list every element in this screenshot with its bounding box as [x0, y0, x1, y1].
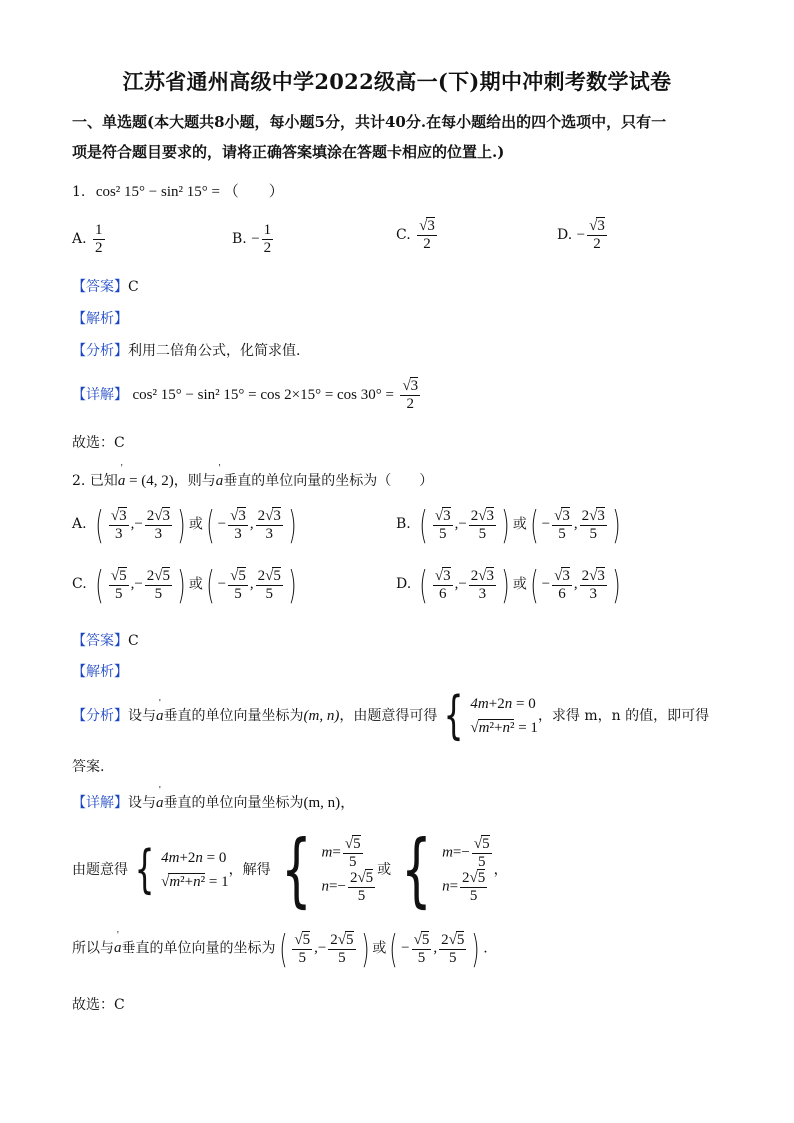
q1-detail-tag: 【详解】 — [72, 387, 128, 403]
q1-option-a[interactable] — [72, 222, 107, 256]
q2-fenxi-tag: 【分析】 — [72, 708, 128, 724]
section-header-line1: 一、单选题(本大题共8小题，每小题5分，共计40分.在每小题给出的四个选项中，只有一 — [72, 113, 667, 131]
q2-option-d-or: 或 — [512, 576, 527, 593]
q1-option-a-value: $\frac{1}{2}$ — [95, 222, 103, 256]
q2-stem-end: 垂直的单位向量的坐标为（ ） — [223, 473, 434, 489]
q1-choose: 故选：C — [72, 435, 125, 451]
q1-fenxi-tag: 【分析】 — [72, 343, 128, 359]
q1-stem-text: cos² 15° − sin² 15° = （ ） — [95, 184, 284, 200]
q2-fenxi-pre: 设与 — [128, 708, 156, 724]
q1-answer-value: C — [128, 279, 139, 295]
q1-option-c-value: $\frac{√3}{2}$ — [419, 218, 435, 252]
q2-detail-or: 或 — [377, 862, 392, 878]
q2-stem: 2. 已知' a = (4, 2)，则与' a垂直的单位向量的坐标为（ ） — [72, 470, 433, 490]
q2-answer-tag: 【答案】 — [72, 633, 128, 649]
q2-fenxi-post: ，求得 m，n 的值，即可得 — [537, 708, 710, 724]
q2-choose: 故选：C — [72, 997, 125, 1013]
q1-number: 1. — [72, 184, 86, 200]
q2-fenxi-line2: 答案. — [72, 759, 105, 775]
q2-option-b-label: B. — [396, 516, 411, 533]
q2-detail-line2: 由题意得 { 4m+2n = 0 √m²+n² = 1 ，解得 { m= $\frac{√5}{5}$ n=− $\frac{2√5}{5}$ 或 { m=− $\frac{√5}{5}$ n= $\frac{2√5}{5}$ ， — [72, 823, 508, 916]
q2-detail-line3-or: 或 — [372, 940, 387, 957]
q2-detail-line1: 【详解】设与' a垂直的单位向量坐标为(m, n)， — [72, 791, 355, 812]
q2-detail-tag: 【详解】 — [72, 795, 128, 811]
q2-option-d-value: ( $\frac{√3}{6}$ ,− $\frac{2√3}{3}$ ) — [419, 563, 510, 607]
q1-detail — [72, 378, 422, 412]
q2-analysis-tag: 【解析】 — [72, 664, 128, 680]
page-title: 江苏省通州高级中学2022级高一(下)期中冲刺考数学试卷 — [122, 69, 672, 94]
q2-fenxi-mid: 垂直的单位向量坐标为 — [163, 708, 304, 724]
q2-fenxi: 【分析】设与' a垂直的单位向量坐标为(m, n)，由题意得可得 { 4m+2n = 0 √m²+n² = 1 ，求得 m，n 的值，即可得 — [72, 690, 709, 742]
q1-analysis-tag: 【解析】 — [72, 311, 128, 327]
q2-option-c-value: ( $\frac{√5}{5}$ ,− $\frac{2√5}{5}$ ) — [95, 563, 186, 607]
q2-stem-eq: = (4, 2) — [125, 473, 174, 489]
q2-detail-result: ( $\frac{√5}{5}$ ,− $\frac{2√5}{5}$ ) — [278, 927, 370, 971]
q1-detail-result: $\frac{√3}{2}$ — [402, 378, 419, 412]
q2-detail-line1-mid: 垂直的单位向量坐标为 — [163, 795, 304, 811]
q2-option-b-value: ( $\frac{√3}{5}$ ,− $\frac{2√3}{5}$ ) — [419, 503, 510, 547]
q1-option-d[interactable]: D. − $\frac{√3}{2}$ — [557, 218, 605, 252]
q2-detail-system: 4m+2n = 0 √m²+n² = 1 — [161, 850, 229, 890]
q2-option-c-label: C. — [72, 576, 87, 593]
q2-detail-line1-pre: 设与 — [128, 795, 156, 811]
q1-option-b[interactable]: B. − $\frac{1}{2}$ — [232, 222, 272, 256]
q1-option-a-label: A. — [72, 231, 87, 247]
q2-fenxi-system: 4m+2n = 0 √m²+n² = 1 — [470, 696, 538, 736]
q2-detail-line3-mid: 垂直的单位向量的坐标为 — [121, 940, 276, 957]
q2-number: 2. — [72, 473, 86, 489]
q2-detail-line1-end: (m, n)， — [303, 795, 356, 811]
q2-detail-solution-2: m=− $\frac{√5}{5}$ n= $\frac{2√5}{5}$ — [442, 836, 490, 904]
q2-option-d[interactable]: D. ( $\frac{√3}{6}$ ,− $\frac{2√3}{3}$ ) 或( − $\frac{√3}{6}$ , $\frac{2√3}{3}$ ) — [396, 563, 621, 607]
q2-option-b[interactable]: B. ( $\frac{√3}{5}$ ,− $\frac{2√3}{5}$ ) 或( − $\frac{√3}{5}$ , $\frac{2√3}{5}$ ) — [396, 503, 621, 547]
q1-answer — [72, 276, 139, 296]
q2-option-a-value: ( $\frac{√3}{3}$ ,− $\frac{2√3}{3}$ ) — [95, 503, 186, 547]
q2-stem-pre: 已知 — [89, 473, 118, 489]
q2-fenxi-mn: (m, n) — [303, 708, 340, 724]
q2-detail-line2-end: ， — [493, 862, 508, 878]
q2-detail-line2-mid: ，解得 — [228, 862, 271, 878]
q1-fenxi — [72, 340, 300, 360]
q2-option-a-label: A. — [72, 516, 87, 533]
q2-fenxi-mid2: ，由题意得可得 — [339, 708, 438, 724]
q1-option-b-value: $\frac{1}{2}$ — [263, 222, 272, 256]
section-header-line2: 项是符合题目要求的，请将正确答案填涂在答题卡相应的位置上.) — [72, 143, 505, 161]
q2-stem-post: ，则与 — [173, 473, 216, 489]
q2-option-b-or: 或 — [512, 516, 527, 533]
q1-option-b-label: B. — [232, 231, 247, 247]
q2-detail-line3-pre: 所以与 — [72, 940, 114, 957]
q2-answer-value: C — [128, 633, 139, 649]
q2-vector-a: ' a — [118, 473, 126, 490]
q2-option-c[interactable]: C. ( $\frac{√5}{5}$ ,− $\frac{2√5}{5}$ ) 或( − $\frac{√5}{5}$ , $\frac{2√5}{5}$ ) — [72, 563, 297, 607]
q1-option-c[interactable] — [396, 218, 439, 252]
q1-option-d-value: $\frac{√3}{2}$ — [589, 218, 605, 252]
q2-answer — [72, 630, 139, 650]
q2-detail-line2-pre: 由题意得 — [72, 862, 128, 878]
q1-detail-text: cos² 15° − sin² 15° = cos 2×15° = cos 30° = — [132, 387, 394, 403]
q2-option-a-or: 或 — [188, 516, 203, 533]
q2-detail-line3-end: . — [483, 940, 488, 957]
q2-detail-solution-1: m= $\frac{√5}{5}$ n=− $\frac{2√5}{5}$ — [321, 836, 374, 904]
q2-detail-line3: 所以与' a垂直的单位向量的坐标为( $\frac{√5}{5}$ ,− $\frac{2√5}{5}$ ) 或( − $\frac{√5}{5}$ , $\frac{2√5}{5}$ ) . — [72, 930, 488, 968]
q1-answer-tag: 【答案】 — [72, 279, 128, 295]
q2-option-c-or: 或 — [188, 576, 203, 593]
q2-option-d-label: D. — [396, 576, 412, 593]
q1-option-c-label: C. — [396, 227, 411, 243]
q2-option-a[interactable]: A. ( $\frac{√3}{3}$ ,− $\frac{2√3}{3}$ ) 或( − $\frac{√3}{3}$ , $\frac{2√3}{3}$ ) — [72, 503, 297, 547]
q1-option-d-label: D. — [557, 227, 573, 243]
q1-fenxi-text: 利用二倍角公式，化简求值. — [128, 343, 301, 359]
q1-stem — [72, 180, 284, 201]
